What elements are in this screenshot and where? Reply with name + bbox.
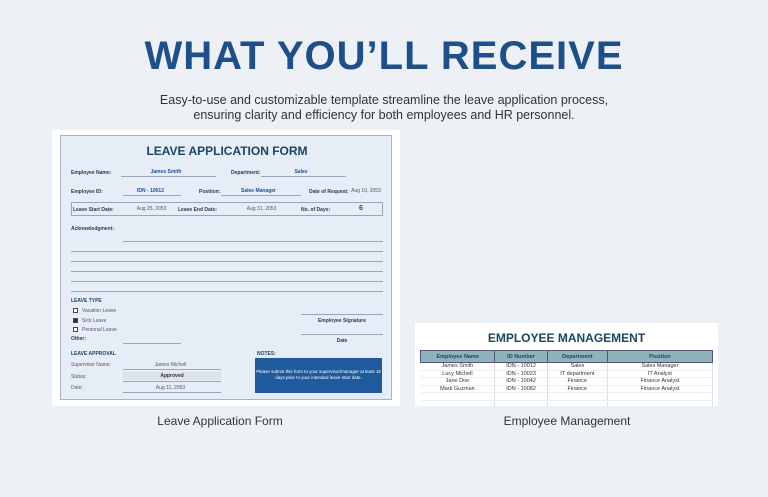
page-title: WHAT YOU’LL RECEIVE — [144, 34, 624, 78]
days-value[interactable]: 6 — [359, 205, 363, 212]
divider — [261, 176, 346, 177]
table-cell[interactable] — [495, 400, 547, 408]
leave-approval-heading: LEAVE APPROVAL — [71, 351, 116, 357]
personal-leave-checkbox[interactable] — [73, 327, 78, 332]
table-cell[interactable] — [495, 393, 547, 401]
leave-form-preview — [52, 130, 400, 406]
table-cell[interactable]: James Smith — [421, 363, 495, 371]
ack-line[interactable] — [123, 241, 383, 242]
table-cell[interactable]: Sales — [547, 363, 607, 371]
divider — [123, 381, 221, 382]
ack-line[interactable] — [71, 251, 383, 252]
table-row — [421, 370, 713, 378]
divider — [123, 369, 221, 370]
other-label: Other: — [71, 336, 86, 342]
subtitle-line-1: Easy-to-use and customizable template streamline the leave application process, — [159, 93, 609, 107]
approval-date-value[interactable]: Aug 11, 2053 — [155, 385, 186, 391]
column-header: Employee Name — [421, 351, 495, 363]
table-row — [421, 393, 713, 401]
date-of-request-label: Date of Request: — [309, 189, 349, 195]
table-cell[interactable]: Mark Guzman — [421, 385, 495, 393]
vacation-leave-label: Vacation Leave — [82, 308, 117, 314]
sick-leave-label: Sick Leave — [82, 318, 107, 324]
table-cell[interactable]: Finance Analyst — [607, 385, 712, 393]
table-cell[interactable]: Finance — [547, 385, 607, 393]
days-label: No. of Days: — [301, 207, 331, 213]
employee-table — [420, 350, 713, 408]
column-header: ID Number — [495, 351, 547, 363]
table-cell[interactable]: IDN - 10042 — [495, 378, 547, 386]
table-cell[interactable]: IT Analyst — [607, 370, 712, 378]
date-label: Date — [336, 338, 348, 344]
date-of-request-value[interactable]: Aug 10, 2053 — [351, 188, 381, 194]
divider — [123, 392, 221, 393]
divider — [121, 176, 216, 177]
other-input[interactable] — [123, 343, 181, 344]
leave-dates-box — [71, 202, 383, 216]
table-cell[interactable]: Jane Doe — [421, 378, 495, 386]
divider — [221, 195, 301, 196]
status-label: Status: — [71, 374, 87, 380]
notes-heading: NOTES: — [257, 351, 276, 357]
table-row — [421, 385, 713, 393]
subtitle-line-2: ensuring clarity and efficiency for both employees and HR personnel. — [193, 108, 575, 122]
table-cell[interactable]: Sales Manager — [607, 363, 712, 371]
leave-start-label: Leave Start Date: — [73, 207, 114, 213]
table-cell[interactable] — [607, 393, 712, 401]
table-cell[interactable]: IDN - 10082 — [495, 385, 547, 393]
notes-box: Please submit this form to your supervisor/manager at least 15 days prior to your intended leave start date. — [255, 358, 382, 393]
vacation-leave-checkbox[interactable] — [73, 308, 78, 313]
employee-management-preview — [415, 323, 718, 406]
status-dropdown[interactable]: Approved — [123, 372, 221, 380]
leave-start-value[interactable]: Aug 25, 2053 — [136, 206, 167, 212]
ack-line[interactable] — [71, 261, 383, 262]
table-cell[interactable]: Finance — [547, 378, 607, 386]
table-cell[interactable]: IDN - 10023 — [495, 370, 547, 378]
table-cell[interactable] — [421, 393, 495, 401]
employee-id-value[interactable]: IDN - 10012 — [137, 188, 164, 194]
acknowledgment-label: Acknowledgment: — [71, 226, 115, 232]
table-row — [421, 363, 713, 371]
leave-application-form — [60, 135, 392, 400]
personal-leave-label: Personal Leave — [82, 327, 117, 333]
table-cell[interactable] — [607, 400, 712, 408]
column-header: Department — [547, 351, 607, 363]
signature-line[interactable] — [301, 314, 383, 315]
approval-date-label: Date: — [71, 385, 83, 391]
leave-type-heading: LEAVE TYPE — [71, 298, 102, 304]
table-cell[interactable] — [421, 400, 495, 408]
ack-line[interactable] — [71, 271, 383, 272]
position-value[interactable]: Sales Manager — [240, 188, 277, 194]
table-cell[interactable] — [547, 393, 607, 401]
signature-label: Employee Signature — [317, 318, 367, 324]
caption-leave-form: Leave Application Form — [157, 414, 283, 428]
divider — [123, 195, 181, 196]
column-header: Position — [607, 351, 712, 363]
position-label: Position: — [199, 189, 221, 195]
employee-name-label: Employee Name: — [71, 170, 112, 176]
table-cell[interactable]: IT department — [547, 370, 607, 378]
employee-name-value[interactable]: James Smith — [150, 169, 182, 175]
caption-employee-management: Employee Management — [503, 414, 631, 428]
table-cell[interactable] — [547, 400, 607, 408]
table-cell[interactable]: Lucy Michell — [421, 370, 495, 378]
department-label: Department: — [231, 170, 261, 176]
department-value[interactable]: Sales — [294, 169, 308, 175]
table-row — [421, 400, 713, 408]
employee-id-label: Employee ID: — [71, 189, 103, 195]
sick-leave-checkbox[interactable] — [73, 318, 78, 323]
form-title: LEAVE APPLICATION FORM — [146, 144, 308, 158]
leave-end-label: Leave End Date: — [178, 207, 217, 213]
table-cell[interactable]: IDN - 10012 — [495, 363, 547, 371]
table-cell[interactable]: Finance Analyst — [607, 378, 712, 386]
supervisor-label: Supervisor Name: — [71, 362, 112, 368]
ack-line[interactable] — [71, 281, 383, 282]
table-row — [421, 378, 713, 386]
date-line[interactable] — [301, 334, 383, 335]
supervisor-value[interactable]: James Michell — [154, 362, 187, 368]
ack-line[interactable] — [71, 291, 383, 292]
employee-management-title: EMPLOYEE MANAGEMENT — [487, 331, 646, 345]
leave-end-value[interactable]: Aug 31, 2053 — [246, 206, 277, 212]
